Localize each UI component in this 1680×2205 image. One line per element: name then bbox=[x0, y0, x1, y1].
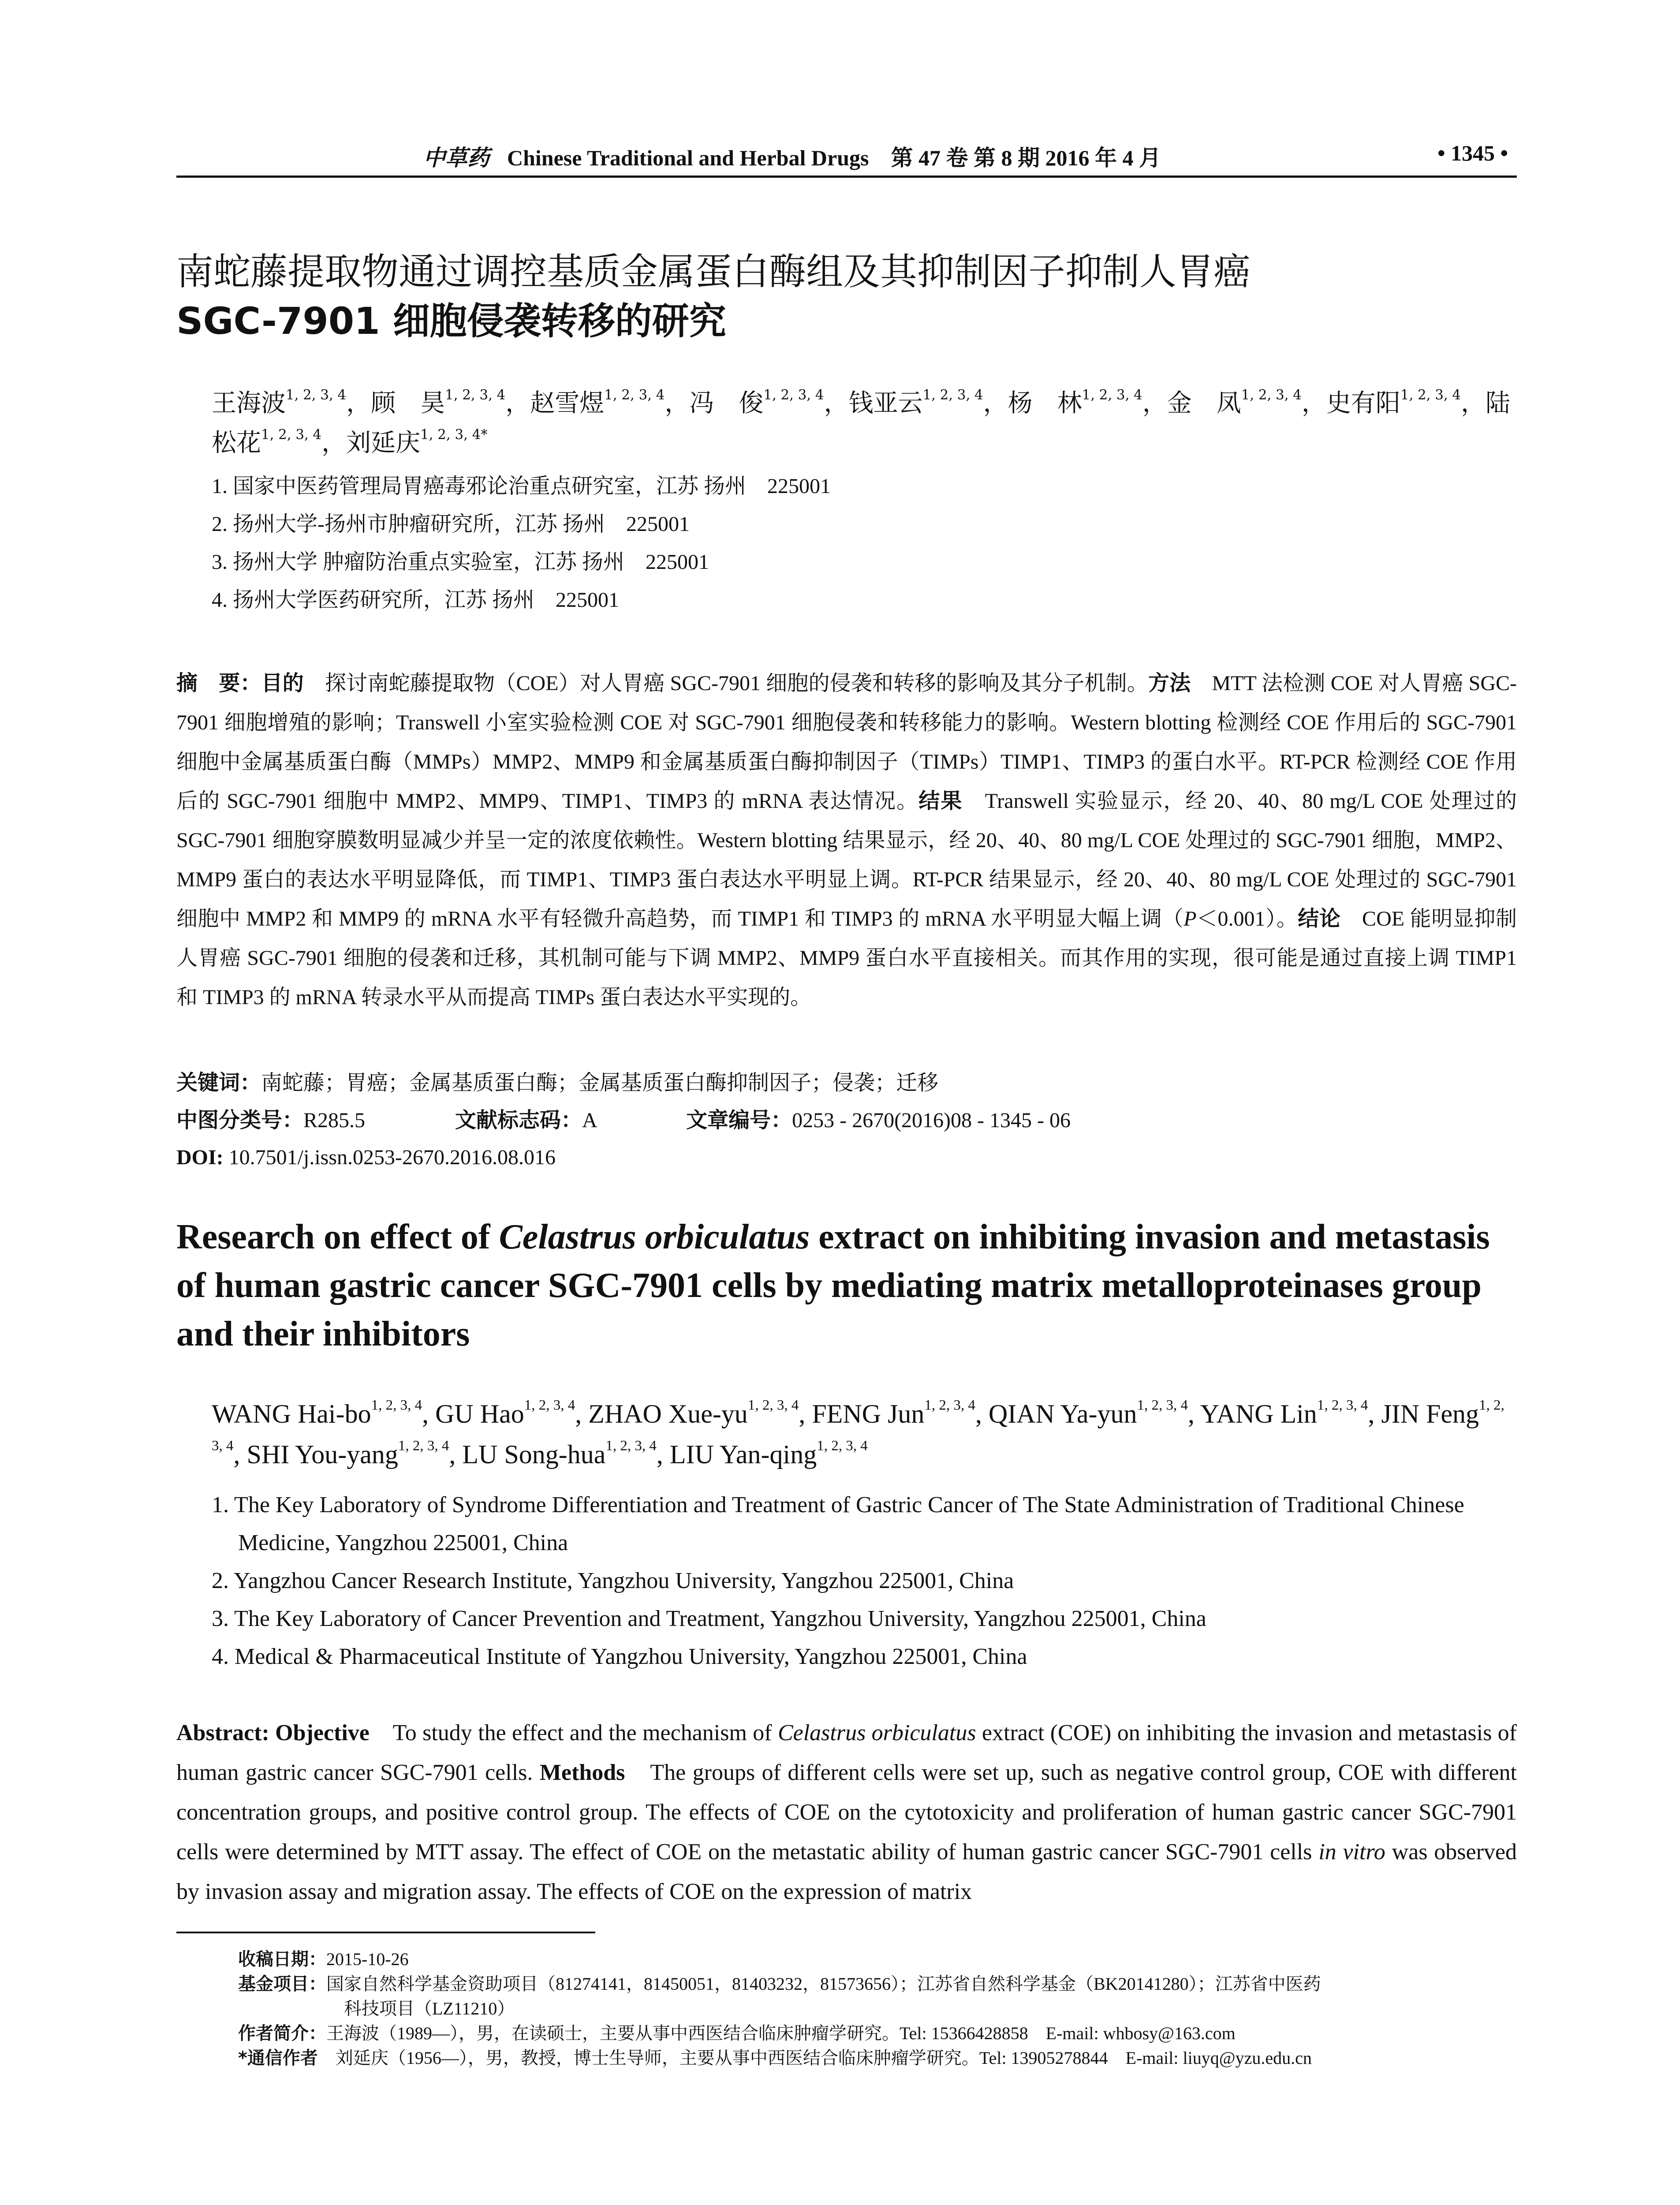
authors-chinese: 王海波$^{1, 2, 3, 4}$，顾 昊$^{1, 2, 3, 4}$，赵雪煜$^{1, 2, 3, 4}$，冯 俊$^{1, 2, 3, 4}$，钱亚云$^{1, 2, 3, 4}$，杨 林$^{1, 2, 3, 4}$，金 凤$^{1, 2, 3, 4}$，史有阳$^{1, 2, 3, 4}$，陆松花$^{1, 2, 3, 4}$，刘延庆$^{1, 2, 3, 4*}$ bbox=[212, 387, 1510, 457]
conclusion-label: 结论 bbox=[1298, 906, 1341, 931]
clc-value: R285.5 bbox=[303, 1109, 366, 1132]
author-affiliation-sup: 1, 2, 3, 4* bbox=[420, 426, 488, 443]
doi-value: 10.7501/j.issn.0253-2670.2016.08.016 bbox=[223, 1146, 556, 1169]
journal-citation: Chinese Traditional and Herbal Drugs 第 47 卷 第 8 期 2016 年 4 月 bbox=[507, 146, 1161, 170]
author-affiliation-sup: 1, 2, 3, 4 bbox=[371, 1397, 422, 1413]
author-name: 冯 俊 bbox=[689, 389, 764, 418]
doc-code-label: 文献标志码： bbox=[455, 1108, 582, 1132]
affiliation-en-4: 4. Medical & Pharmaceutical Institute of Yangzhou University, Yangzhou 225001, China bbox=[212, 1644, 1027, 1669]
p-symbol: P bbox=[1183, 907, 1197, 931]
abstract-en-objective-b: extract (COE) on inhibiting the invasion and metastasis of human gastric cancer SGC-7901 cells. bbox=[176, 1720, 1517, 1785]
results-text: Transwell 实验显示，经 20、40、80 mg/L COE 处理过的 SGC-7901 细胞穿膜数明显减少并呈一定的浓度依赖性。Western blotting 结果显示，经 20、40、80 mg/L COE 处理过的 SGC-7901 细胞，MMP2、MMP9 蛋白的表达水平明显降低，而 TIMP1、TIMP3 蛋白表达水平明显上调。RT-PCR 结果显示，经 20、40、80 mg/L COE 处理过的 SGC-7901 细胞中 MMP2 和 MMP9 的 mRNA 水平有轻微升高趋势，而 TIMP1 和 TIMP3 的 mRNA 水平明显大幅上调（ bbox=[176, 789, 1517, 931]
doi-label: DOI: bbox=[176, 1146, 224, 1169]
author-affiliation-sup: 1, 2, 3, 4 bbox=[1241, 387, 1302, 403]
author-bio bbox=[238, 2021, 1517, 2046]
author-name: YANG Lin bbox=[1200, 1399, 1317, 1428]
objective-text: 探讨南蛇藤提取物（COE）对人胃癌 SGC-7901 细胞的侵袭和转移的影响及其分子机制。 bbox=[303, 672, 1148, 695]
title-en-post: extract on inhibiting invasion and metastasis of human gastric cancer SGC-7901 cells by mediating matrix metalloproteinases group and their inhibitors bbox=[176, 1218, 1490, 1353]
en-author bbox=[435, 1399, 575, 1428]
author-name: 杨 林 bbox=[1008, 389, 1082, 418]
abstract-label: 摘 要： bbox=[176, 671, 261, 695]
author-name: ZHAO Xue-yu bbox=[588, 1399, 748, 1428]
abstract-english bbox=[176, 1713, 1517, 1912]
author-name: FENG Jun bbox=[812, 1399, 925, 1428]
cn-author bbox=[1008, 389, 1142, 418]
author-affiliation-sup: 1, 2, 3, 4 bbox=[445, 387, 506, 403]
author-name: GU Hao bbox=[435, 1399, 524, 1428]
author-affiliation-sup: 1, 2, 3, 4 bbox=[924, 1397, 975, 1413]
corresponding-author bbox=[238, 2046, 1517, 2070]
received-value: 2015-10-26 bbox=[326, 1949, 409, 1969]
author-affiliation-sup: 1, 2, 3, 4 bbox=[1317, 1397, 1368, 1413]
cn-author bbox=[530, 389, 665, 418]
author-affiliation-sup: 1, 2, 3, 4 bbox=[524, 1397, 575, 1413]
abstract-en-species: Celastrus orbiculatus bbox=[777, 1720, 976, 1745]
cn-author bbox=[212, 389, 346, 418]
authors-english: WANG Hai-bo$^{1, 2, 3, 4}$, GU Hao$^{1, 2, 3, 4}$, ZHAO Xue-yu$^{1, 2, 3, 4}$, FENG Jun$^{1, 2, 3, 4}$, QIAN Ya-yun$^{1, 2, 3, 4}$, YANG Lin$^{1, 2, 3, 4}$, JIN Feng$^{1, 2, 3, 4}$, SHI You-yang$^{1, 2, 3, 4}$, LU Song-hua$^{1, 2, 3, 4}$, LIU Yan-qing$^{1, 2, 3, 4}$ bbox=[212, 1397, 1505, 1469]
affiliation-en-3: 3. The Key Laboratory of Cancer Prevention and Treatment, Yangzhou University, Yangzhou 225001, China bbox=[212, 1606, 1206, 1631]
author-affiliation-sup: 1, 2, 3, 4 bbox=[747, 1397, 799, 1413]
abstract-en-in-vitro: in vitro bbox=[1318, 1839, 1385, 1865]
author-name: QIAN Ya-yun bbox=[988, 1399, 1137, 1428]
running-header bbox=[176, 140, 1517, 178]
fund-value-1: 国家自然科学基金资助项目（81274141，81450051，81403232，81573656）；江苏省自然科学基金（BK20141280）；江苏省中医药 bbox=[326, 1974, 1321, 1994]
affiliation-cn-1: 1. 国家中医药管理局胃癌毒邪论治重点研究室，江苏 扬州 225001 bbox=[212, 475, 831, 498]
affiliation-cn-3: 3. 扬州大学 肿瘤防治重点实验室，江苏 扬州 225001 bbox=[212, 550, 709, 574]
title-english bbox=[176, 1213, 1517, 1358]
author-affiliation-sup: 1, 2, 3, 4 bbox=[763, 387, 824, 403]
cn-author bbox=[689, 389, 824, 418]
affiliation-cn-4: 4. 扬州大学医药研究所，江苏 扬州 225001 bbox=[212, 588, 620, 612]
title-en-pre: Research on effect of bbox=[176, 1218, 499, 1256]
title-en-species: Celastrus orbiculatus bbox=[499, 1218, 810, 1256]
title-chinese-line2: SGC-7901 细胞侵袭转移的研究 bbox=[176, 299, 726, 343]
author-bio-label: 作者简介： bbox=[238, 2023, 326, 2044]
author-affiliation-sup: 1, 2, 3, 4 bbox=[604, 387, 665, 403]
cn-author bbox=[371, 389, 505, 418]
affiliations-english bbox=[212, 1486, 1517, 1676]
journal-logo: 中草药 bbox=[423, 145, 489, 171]
keywords-chinese bbox=[176, 1065, 938, 1101]
corr-value: 刘延庆（1956—），男，教授，博士生导师，主要从事中西医结合临床肿瘤学研究。Tel: 13905278844 E-mail: liuyq@yzu.edu.cn bbox=[335, 2048, 1312, 2068]
author-name: LIU Yan-qing bbox=[669, 1440, 817, 1469]
author-affiliation-sup: 1, 2, 3, 4 bbox=[1082, 387, 1142, 403]
conclusion-text: COE 能明显抑制人胃癌 SGC-7901 细胞的侵袭和迁移，其机制可能与下调 MMP2、MMP9 蛋白水平直接相关。而其作用的实现，很可能是通过直接上调 TIMP1 和 TIMP3 的 mRNA 转录水平从而提高 TIMPs 蛋白表达水平实现的。 bbox=[176, 907, 1517, 1009]
author-affiliation-sup: 1, 2, 3, 4 bbox=[261, 426, 322, 443]
author-name: 顾 昊 bbox=[371, 389, 445, 418]
cn-author bbox=[1326, 389, 1461, 418]
results-label: 结果 bbox=[918, 789, 963, 813]
author-name: 刘延庆 bbox=[346, 429, 421, 457]
abstract-chinese bbox=[176, 664, 1517, 1017]
en-author bbox=[247, 1440, 449, 1469]
author-name: LU Song-hua bbox=[462, 1440, 606, 1469]
abstract-en-methods-a: The groups of different cells were set up, such as negative control group, COE with different concentration groups, and positive control group. The effects of COE on the cytotoxicity and proliferation of human gastric cancer SGC-7901 cells were determined by MTT assay. The effect of COE on the metastatic ability of human gastric cancer SGC-7901 cells bbox=[176, 1760, 1517, 1865]
article-no-label: 文章编号： bbox=[686, 1108, 792, 1132]
doc-code-value: A bbox=[582, 1109, 597, 1132]
affiliations-chinese bbox=[212, 467, 1517, 619]
page-number: • 1345 • bbox=[1437, 141, 1508, 165]
author-name: WANG Hai-bo bbox=[212, 1399, 371, 1428]
journal-info bbox=[423, 140, 1161, 172]
affiliation-en-2: 2. Yangzhou Cancer Research Institute, Yangzhou University, Yangzhou 225001, China bbox=[212, 1568, 1014, 1593]
author-name: 王海波 bbox=[212, 389, 286, 418]
received-date bbox=[238, 1947, 1517, 1972]
author-affiliation-sup: 1, 2, 3, 4 bbox=[286, 387, 347, 403]
en-author bbox=[1200, 1399, 1368, 1428]
abstract-en-methods-b: was observed by invasion assay and migration assay. The effects of COE on the expression of matrix bbox=[176, 1839, 1517, 1904]
methods-label: 方法 bbox=[1148, 671, 1191, 695]
author-affiliation-sup: 1, 2, 3, 4 bbox=[922, 387, 983, 403]
footnotes bbox=[238, 1947, 1517, 2070]
cn-author bbox=[1167, 389, 1302, 418]
author-name: 赵雪煜 bbox=[530, 389, 605, 418]
fund-label: 基金项目： bbox=[238, 1974, 326, 1994]
footnote-divider bbox=[176, 1932, 595, 1933]
author-name: 史有阳 bbox=[1326, 389, 1400, 418]
author-affiliation-sup: 1, 2, 3, 4 bbox=[212, 1397, 1505, 1454]
en-author bbox=[462, 1440, 656, 1469]
author-name: JIN Feng bbox=[1381, 1399, 1479, 1428]
fund-cont: 科技项目（LZ11210） bbox=[344, 1999, 515, 2018]
corr-label: *通信作者 bbox=[238, 2048, 336, 2068]
cn-author bbox=[849, 389, 983, 418]
abstract-en-label: Abstract: Objective bbox=[176, 1720, 370, 1745]
author-name: 陆松花 bbox=[212, 389, 1510, 457]
author-affiliation-sup: 1, 2, 3, 4 bbox=[398, 1438, 449, 1454]
affiliation-cn-2: 2. 扬州大学-扬州市肿瘤研究所，江苏 扬州 225001 bbox=[212, 512, 690, 536]
en-author bbox=[989, 1399, 1188, 1428]
abstract-en-objective-a: To study the effect and the mechanism of bbox=[369, 1720, 778, 1745]
author-affiliation-sup: 1, 2, 3, 4 bbox=[1137, 1397, 1188, 1413]
objective-label: 目的 bbox=[261, 671, 304, 695]
author-affiliation-sup: 1, 2, 3, 4 bbox=[1400, 387, 1461, 403]
keywords-label: 关键词： bbox=[176, 1070, 261, 1095]
author-affiliation-sup: 1, 2, 3, 4 bbox=[817, 1438, 868, 1454]
en-author bbox=[212, 1399, 422, 1428]
author-name: 金 凤 bbox=[1167, 389, 1241, 418]
author-name: SHI You-yang bbox=[246, 1440, 398, 1469]
en-author bbox=[812, 1399, 975, 1428]
en-author bbox=[588, 1399, 799, 1428]
title-chinese bbox=[176, 247, 1517, 346]
results-tail: ＜0.001）。 bbox=[1196, 907, 1298, 931]
fund bbox=[238, 1972, 1517, 1996]
author-affiliation-sup: 1, 2, 3, 4 bbox=[605, 1438, 657, 1454]
classification-line bbox=[176, 1102, 1071, 1138]
doi-line bbox=[176, 1140, 556, 1175]
methods-text: MTT 法检测 COE 对人胃癌 SGC-7901 细胞增殖的影响；Transwell 小室实验检测 COE 对 SGC-7901 细胞侵袭和转移能力的影响。Western blotting 检测经 COE 作用后的 SGC-7901 细胞中金属基质蛋白酶（MMPs）MMP2、MMP9 和金属基质蛋白酶抑制因子（TIMPs）TIMP1、TIMP3 的蛋白水平。RT-PCR 检测经 COE 作用后的 SGC-7901 细胞中 MMP2、MMP9、TIMP1、TIMP3 的 mRNA 表达情况。 bbox=[176, 672, 1517, 813]
en-author bbox=[670, 1440, 868, 1469]
title-chinese-line1: 南蛇藤提取物通过调控基质金属蛋白酶组及其抑制因子抑制人胃癌 bbox=[176, 250, 1251, 293]
abstract-en-methods-label: Methods bbox=[539, 1760, 625, 1785]
clc-label: 中图分类号： bbox=[176, 1108, 304, 1132]
author-name: 钱亚云 bbox=[848, 389, 923, 418]
cn-author bbox=[346, 426, 488, 457]
keywords-value: 南蛇藤；胃癌；金属基质蛋白酶；金属基质蛋白酶抑制因子；侵袭；迁移 bbox=[261, 1071, 939, 1095]
affiliation-en-1: 1. The Key Laboratory of Syndrome Differentiation and Treatment of Gastric Cancer of The State Administration of Traditional Chinese Medicine, Yangzhou 225001, China bbox=[212, 1492, 1464, 1555]
article-no-value: 0253 - 2670(2016)08 - 1345 - 06 bbox=[792, 1109, 1071, 1132]
author-bio-value: 王海波（1989—），男，在读硕士，主要从事中西医结合临床肿瘤学研究。Tel: 15366428858 E-mail: whbosy@163.com bbox=[326, 2023, 1236, 2043]
received-label: 收稿日期： bbox=[238, 1949, 326, 1970]
